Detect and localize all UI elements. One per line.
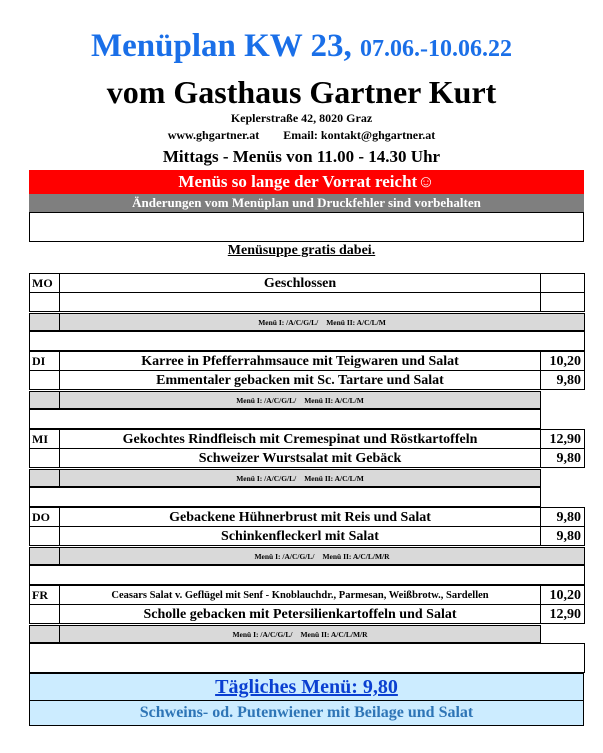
menu1-label: Menü I: [236, 474, 263, 483]
allergen-row-di [59, 391, 541, 409]
menu-title [0, 26, 603, 69]
contact-line [0, 128, 603, 142]
allergens-menu2: A/C/L/M [334, 474, 364, 483]
allergen-row-mo [59, 313, 585, 331]
price-fr-1: 10,20 [540, 585, 585, 605]
price-fr-2: 12,90 [540, 604, 585, 624]
day-cell-empty [29, 292, 60, 312]
allergens-menu1: /A/C/G/L/ [264, 474, 297, 483]
menu2-label: Menü II: [322, 552, 352, 561]
price-do-1: 9,80 [540, 507, 585, 527]
dish-mo-2 [59, 292, 541, 312]
menu2-label: Menü II: [304, 474, 334, 483]
disclaimer-banner: Änderungen vom Menüplan und Druckfehler sind vorbehalten [29, 194, 584, 212]
allergen-gap [29, 313, 60, 331]
allergens-menu1: /A/C/G/L/ [282, 552, 315, 561]
allergens-menu1: /A/C/G/L/ [260, 630, 293, 639]
allergen-row-fr [59, 625, 541, 643]
dish-fr-2: Scholle gebacken mit Petersilienkartoffeln und Salat [59, 604, 541, 624]
soup-note: Menüsuppe gratis dabei. [227, 243, 376, 258]
title-text: Menüplan KW 23, [91, 28, 352, 64]
day-cell-empty [29, 448, 60, 468]
day-label-do: DO [29, 507, 60, 527]
day-cell-empty [29, 370, 60, 390]
spacer-row [29, 487, 541, 507]
daily-menu-title-text: Tägliches Menü: 9,80 [215, 676, 398, 698]
allergen-gap [29, 547, 60, 565]
opening-hours: Mittags - Menüs von 11.00 - 14.30 Uhr [162, 147, 441, 166]
allergen-gap [29, 625, 60, 643]
price-di-2: 9,80 [540, 370, 585, 390]
day-label-fr: FR [29, 585, 60, 605]
website-link[interactable]: www.ghgartner.at [167, 128, 260, 142]
dish-di-1: Karree in Pfefferrahmsauce mit Teigwaren und Salat [59, 351, 541, 371]
menu2-label: Menü II: [304, 396, 334, 405]
day-label-mi: MI [29, 429, 60, 449]
email-link[interactable]: Email: kontakt@ghgartner.at [283, 128, 436, 142]
price-mi-2: 9,80 [540, 448, 585, 468]
dish-di-2: Emmentaler gebacken mit Sc. Tartare und Salat [59, 370, 541, 390]
dish-mi-2: Schweizer Wurstsalat mit Gebäck [59, 448, 541, 468]
restaurant-name: vom Gasthaus Gartner Kurt [106, 74, 497, 110]
allergens-menu2: A/C/L/M [356, 318, 386, 327]
day-label-di: DI [29, 351, 60, 371]
allergen-gap [29, 391, 60, 409]
spacer-row [29, 409, 541, 429]
dish-fr-1: Ceasars Salat v. Geflügel mit Senf - Knoblauchdr., Parmesan, Weißbrotw., Sardellen [59, 585, 541, 605]
day-cell-empty [29, 604, 60, 624]
daily-menu-title [29, 673, 584, 701]
price-di-1: 10,20 [540, 351, 585, 371]
allergen-gap [29, 469, 60, 487]
dish-do-2: Schinkenfleckerl mit Salat [59, 526, 541, 546]
allergen-row-do [59, 547, 585, 565]
allergen-row-mi [59, 469, 541, 487]
empty-box [29, 212, 584, 242]
price-do-2: 9,80 [540, 526, 585, 546]
spacer-row [29, 331, 585, 351]
allergens-menu1: /A/C/G/L/ [264, 396, 297, 405]
menu1-label: Menü I: [232, 630, 259, 639]
allergens-menu1: /A/C/G/L/ [286, 318, 319, 327]
price-mo-1 [540, 273, 585, 293]
availability-banner: Menüs so lange der Vorrat reicht☺ [29, 170, 584, 194]
spacer-row [29, 565, 585, 585]
allergens-menu2: A/C/L/M/R [330, 630, 368, 639]
price-mo-2 [540, 292, 585, 312]
day-label-mo: MO [29, 273, 60, 293]
spacer-row [29, 643, 585, 673]
price-mi-1: 12,90 [540, 429, 585, 449]
menu1-label: Menü I: [258, 318, 285, 327]
menu1-label: Menü I: [236, 396, 263, 405]
week-dates: 07.06.-10.06.22 [359, 36, 512, 62]
menu2-label: Menü II: [300, 630, 330, 639]
allergens-menu2: A/C/L/M [334, 396, 364, 405]
menu1-label: Menü I: [254, 552, 281, 561]
address: Keplerstraße 42, 8020 Graz [230, 111, 373, 125]
menu2-label: Menü II: [326, 318, 356, 327]
dish-mi-1: Gekochtes Rindfleisch mit Cremespinat und Röstkartoffeln [59, 429, 541, 449]
day-cell-empty [29, 526, 60, 546]
dish-do-1: Gebackene Hühnerbrust mit Reis und Salat [59, 507, 541, 527]
daily-menu-description: Schweins- od. Putenwiener mit Beilage und Salat [29, 701, 584, 726]
dish-mo-1: Geschlossen [59, 273, 541, 293]
allergens-menu2: A/C/L/M/R [352, 552, 390, 561]
